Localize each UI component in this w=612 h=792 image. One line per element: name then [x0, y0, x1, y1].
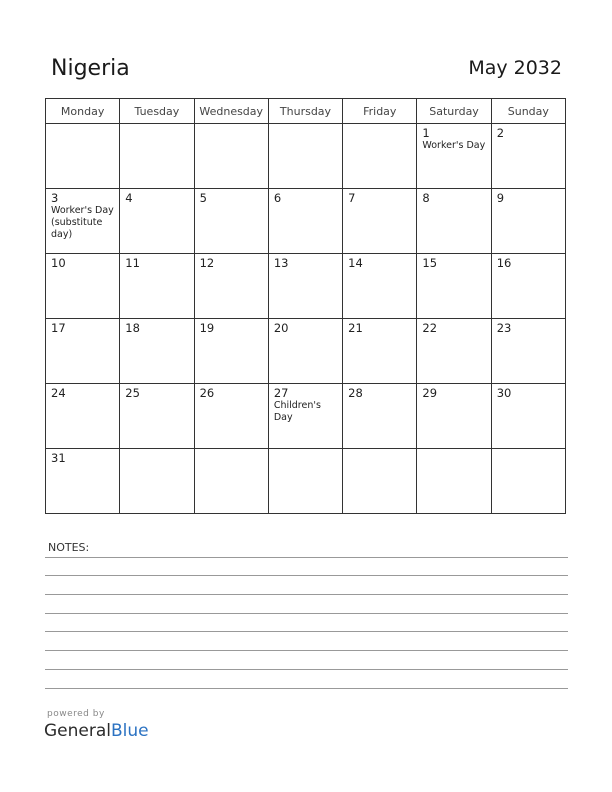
day-cell[interactable]: [343, 254, 417, 319]
day-cell[interactable]: [120, 384, 194, 449]
week-row: [46, 449, 566, 514]
day-cell[interactable]: [343, 124, 417, 189]
day-cell[interactable]: [343, 384, 417, 449]
day-number: 29: [422, 386, 438, 400]
day-cell[interactable]: [268, 254, 342, 319]
notes-line: [45, 594, 568, 595]
day-cell[interactable]: [491, 189, 565, 254]
day-number: 3: [51, 191, 59, 205]
holiday-label: Worker's Day: [422, 140, 486, 151]
day-number: 2: [496, 126, 505, 140]
day-cell[interactable]: [268, 319, 342, 384]
brand-logo-part1: General: [44, 721, 111, 741]
day-cell[interactable]: [491, 254, 565, 319]
day-number: 26: [199, 386, 215, 400]
day-number: 4: [125, 191, 133, 205]
day-cell[interactable]: [194, 319, 268, 384]
notes-line: [45, 688, 568, 689]
notes-label: NOTES:: [48, 541, 90, 554]
week-row: [46, 384, 566, 449]
day-cell[interactable]: [417, 124, 491, 189]
day-cell[interactable]: [268, 189, 342, 254]
day-cell[interactable]: [417, 189, 491, 254]
day-number: 6: [273, 191, 282, 205]
day-number: 11: [125, 256, 140, 270]
week-row: [46, 124, 566, 189]
day-cell[interactable]: [46, 189, 120, 254]
day-cell[interactable]: [194, 124, 268, 189]
day-cell[interactable]: [417, 254, 491, 319]
day-number: 27: [273, 386, 289, 400]
day-cell[interactable]: [120, 449, 194, 514]
day-number: 21: [348, 321, 363, 335]
day-number: 23: [496, 321, 512, 335]
powered-by-text: powered by: [47, 709, 105, 719]
page-title: Nigeria: [51, 56, 130, 81]
day-number: 15: [422, 256, 438, 270]
day-number: 28: [348, 386, 363, 400]
day-number: 25: [125, 386, 140, 400]
day-cell[interactable]: [194, 449, 268, 514]
day-cell[interactable]: [46, 319, 120, 384]
calendar-grid: [45, 98, 566, 514]
day-number: 8: [422, 191, 430, 205]
day-number: 5: [199, 191, 207, 205]
weekday-tuesday: Tuesday: [120, 99, 194, 124]
day-cell[interactable]: [268, 124, 342, 189]
day-cell[interactable]: [194, 384, 268, 449]
calendar-body: [46, 124, 566, 514]
weekday-saturday: Saturday: [417, 99, 491, 124]
notes-line: [45, 669, 568, 670]
day-cell[interactable]: [417, 449, 491, 514]
notes-line: [45, 575, 568, 576]
weekday-wednesday: Wednesday: [194, 99, 268, 124]
day-number: 17: [51, 321, 66, 335]
day-number: 19: [199, 321, 215, 335]
weekday-sunday: Sunday: [491, 99, 565, 124]
holiday-label: Worker's Day (substitute day): [51, 205, 114, 240]
brand-logo[interactable]: [44, 721, 149, 741]
day-cell[interactable]: [417, 384, 491, 449]
weekday-thursday: Thursday: [268, 99, 342, 124]
day-cell[interactable]: [194, 254, 268, 319]
notes-line: [45, 631, 568, 632]
week-row: [46, 189, 566, 254]
day-cell[interactable]: [46, 449, 120, 514]
day-cell[interactable]: [120, 319, 194, 384]
day-cell[interactable]: [46, 254, 120, 319]
day-number: 12: [199, 256, 215, 270]
weekday-monday: Monday: [46, 99, 120, 124]
month-label: May 2032: [468, 57, 562, 79]
week-row: [46, 319, 566, 384]
weekday-header-row: [46, 99, 566, 124]
day-cell[interactable]: [120, 189, 194, 254]
day-number: 1: [422, 126, 430, 140]
day-cell[interactable]: [268, 384, 342, 449]
day-cell[interactable]: [491, 319, 565, 384]
notes-line: [45, 650, 568, 651]
holiday-label: Children's Day: [273, 400, 321, 423]
day-number: 31: [51, 451, 66, 465]
day-number: 16: [496, 256, 512, 270]
week-row: [46, 254, 566, 319]
day-number: 30: [496, 386, 512, 400]
notes-line: [45, 557, 568, 558]
day-number: 10: [51, 256, 66, 270]
day-number: 7: [348, 191, 356, 205]
day-cell[interactable]: [194, 189, 268, 254]
day-cell[interactable]: [46, 384, 120, 449]
day-number: 9: [496, 191, 505, 205]
day-cell[interactable]: [343, 449, 417, 514]
day-cell[interactable]: [120, 254, 194, 319]
day-cell[interactable]: [343, 319, 417, 384]
day-cell[interactable]: [417, 319, 491, 384]
day-number: 18: [125, 321, 140, 335]
weekday-friday: Friday: [343, 99, 417, 124]
day-cell[interactable]: [120, 124, 194, 189]
day-number: 13: [273, 256, 289, 270]
day-number: 20: [273, 321, 289, 335]
day-cell[interactable]: [268, 449, 342, 514]
day-cell[interactable]: [46, 124, 120, 189]
day-cell[interactable]: [343, 189, 417, 254]
day-cell[interactable]: [491, 384, 565, 449]
day-cell[interactable]: [491, 124, 565, 189]
notes-line: [45, 613, 568, 614]
brand-logo-part2: Blue: [111, 721, 149, 741]
day-cell[interactable]: [491, 449, 565, 514]
day-number: 24: [51, 386, 66, 400]
day-number: 14: [348, 256, 363, 270]
day-number: 22: [422, 321, 438, 335]
